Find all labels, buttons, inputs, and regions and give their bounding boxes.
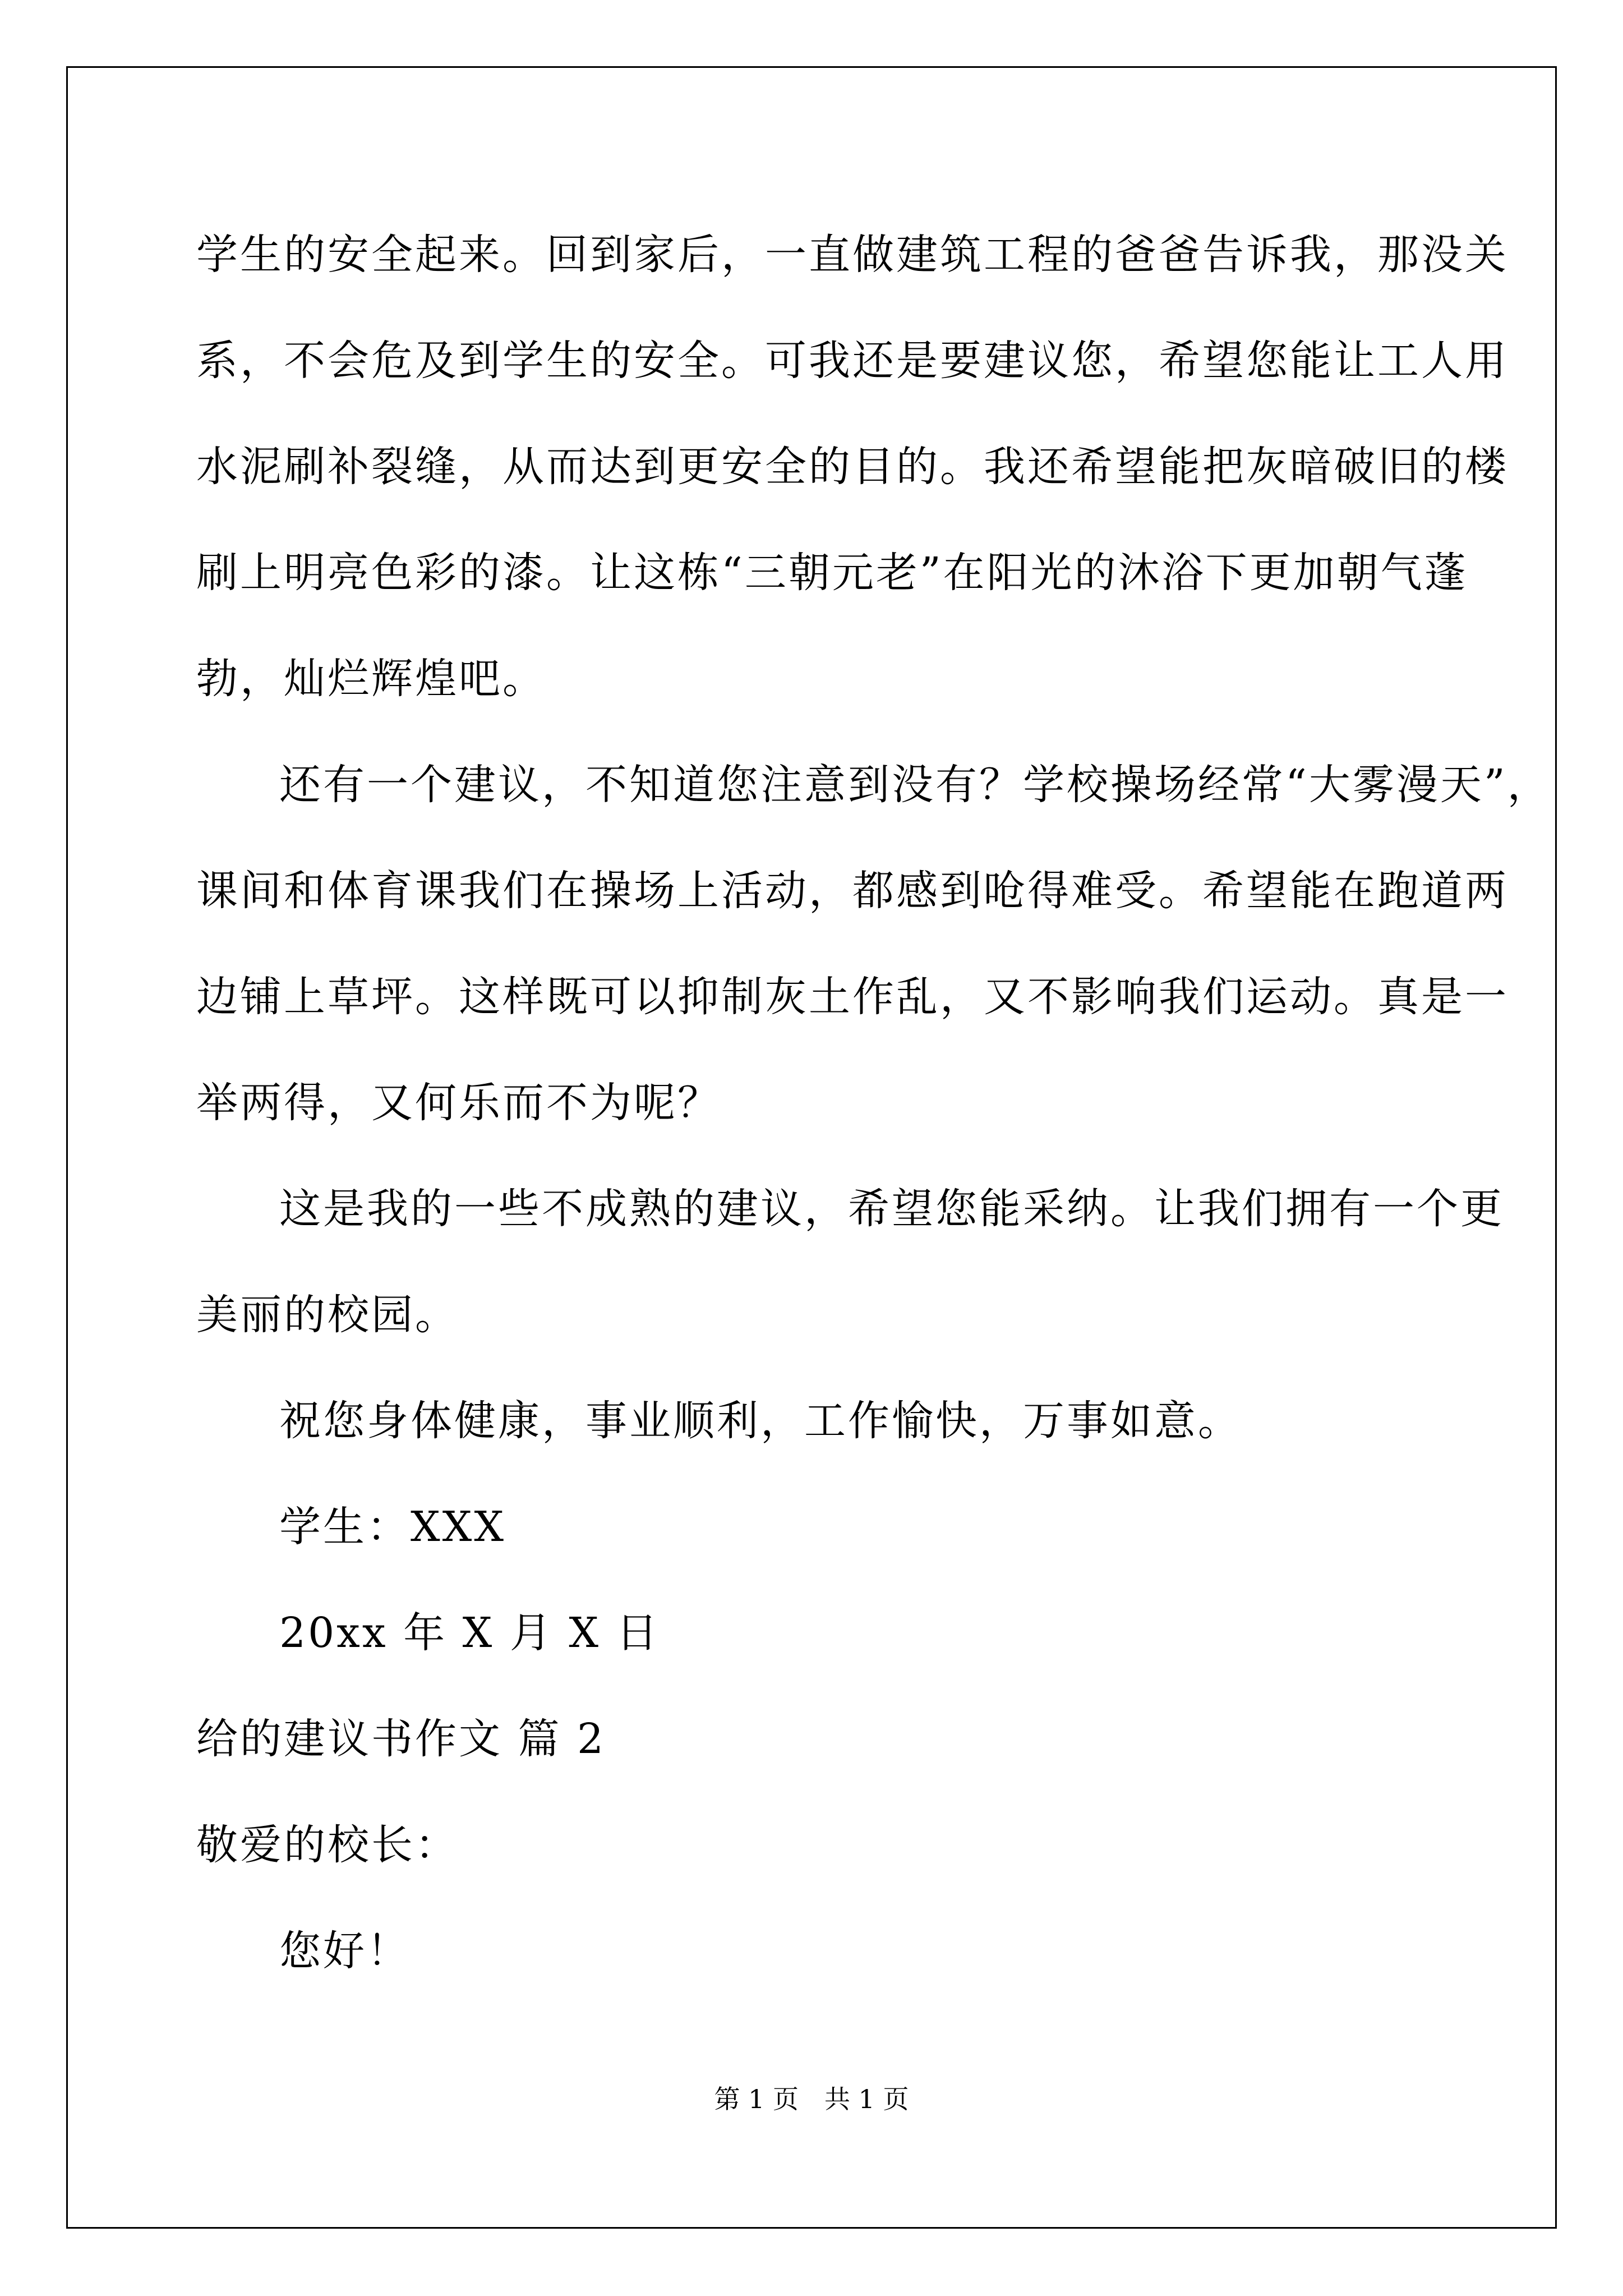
paragraph-line: 还有一个建议，不知道您注意到没有？学校操场经常“大雾漫天”，	[279, 761, 1551, 809]
date-line: 20xx 年 X 月 X 日	[279, 1609, 660, 1657]
paragraph-line: 美丽的校园。	[196, 1291, 459, 1339]
paragraph-line: 水泥刷补裂缝，从而达到更安全的目的。我还希望能把灰暗破旧的楼	[196, 443, 1509, 491]
paragraph-line: 系，不会危及到学生的安全。可我还是要建议您，希望您能让工人用	[196, 337, 1509, 385]
paragraph-line: 刷上明亮色彩的漆。让这栋“三朝元老”在阳光的沐浴下更加朝气蓬	[196, 549, 1468, 597]
document-body	[196, 202, 1551, 2004]
closing-wishes: 祝您身体健康，事业顺利，工作愉快，万事如意。	[279, 1397, 1242, 1445]
paragraph-line: 学生的安全起来。回到家后，一直做建筑工程的爸爸告诉我，那没关	[196, 231, 1509, 279]
paragraph-line: 这是我的一些不成熟的建议，希望您能采纳。让我们拥有一个更	[279, 1185, 1504, 1233]
greeting: 您好！	[279, 1927, 411, 1975]
paragraph-line: 举两得，又何乐而不为呢？	[196, 1079, 721, 1127]
signature-line: 学生：XXX	[279, 1503, 506, 1551]
paragraph-line: 课间和体育课我们在操场上活动，都感到呛得难受。希望能在跑道两	[196, 867, 1509, 915]
section-heading: 给的建议书作文 篇 2	[196, 1715, 606, 1763]
page-footer: 第 1 页 共 1 页	[714, 2084, 909, 2114]
salutation: 敬爱的校长：	[196, 1821, 459, 1869]
paragraph-line: 勃，灿烂辉煌吧。	[196, 655, 546, 703]
paragraph-line: 边铺上草坪。这样既可以抑制灰土作乱，又不影响我们运动。真是一	[196, 973, 1509, 1021]
